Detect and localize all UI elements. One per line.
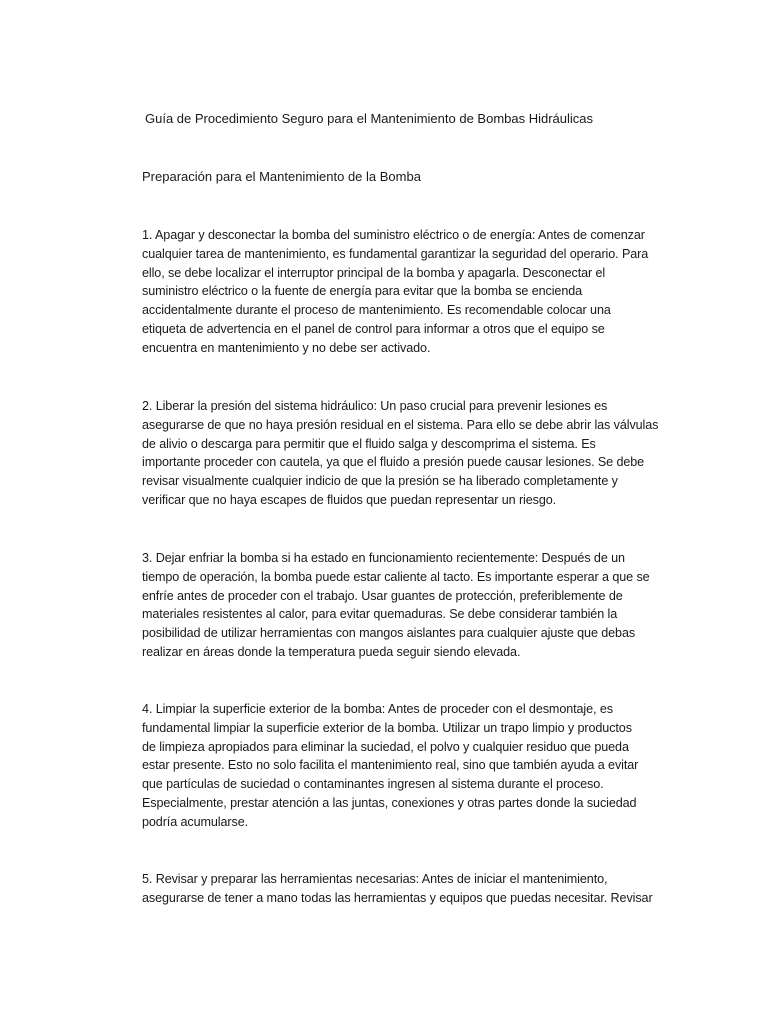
paragraph-line: de limpieza apropiados para eliminar la suciedad, el polvo y cualquier residuo que pueda (142, 739, 629, 754)
paragraph-line: 3. Dejar enfriar la bomba si ha estado en funcionamiento recientemente: Después de un (142, 551, 625, 565)
paragraph-line: enfríe antes de proceder con el trabajo. Usar guantes de protección, preferiblemente de (142, 588, 623, 603)
paragraph-line: etiqueta de advertencia en el panel de control para informar a otros que el equipo se (142, 321, 605, 336)
paragraph-line: cualquier tarea de mantenimiento, es fundamental garantizar la seguridad del operario. Para (142, 246, 649, 261)
paragraph-line: fundamental limpiar la superficie exterior de la bomba. Utilizar un trapo limpio y productos (142, 720, 632, 735)
paragraph-line: tiempo de operación, la bomba puede estar caliente al tacto. Es importante esperar a que se (142, 569, 650, 584)
paragraph-line: 1. Apagar y desconectar la bomba del suministro eléctrico o de energía: Antes de comenzar (142, 228, 645, 242)
paragraph-5 (142, 870, 653, 908)
paragraph-line: asegurarse de tener a mano todas las herramientas y equipos que puedas necesitar. Revisar (142, 890, 653, 905)
paragraph-line: 2. Liberar la presión del sistema hidráulico: Un paso crucial para prevenir lesiones es (142, 399, 608, 413)
paragraph-line: Especialmente, prestar atención a las juntas, conexiones y otras partes donde la suciedad (142, 795, 637, 810)
paragraph-line: estar presente. Esto no solo facilita el mantenimiento real, sino que también ayuda a evitar (142, 758, 639, 773)
paragraph-line: 5. Revisar y preparar las herramientas necesarias: Antes de iniciar el mantenimiento, (142, 872, 608, 886)
paragraph-line: posibilidad de utilizar herramientas con mangos aislantes para cualquier ajuste que debas (142, 626, 636, 641)
paragraph-line: encuentra en mantenimiento y no debe ser activado. (142, 340, 431, 355)
paragraph-line: materiales resistentes al calor, para evitar quemaduras. Se debe considerar también la (142, 607, 618, 622)
paragraph-line: que partículas de suciedad o contaminantes ingresen al sistema durante el proceso. (142, 777, 604, 792)
paragraph-line: realizar en áreas donde la temperatura pueda seguir siendo elevada. (142, 644, 521, 659)
paragraph-line: 4. Limpiar la superficie exterior de la bomba: Antes de proceder con el desmontaje, es (142, 702, 613, 716)
paragraph-line: ello, se debe localizar el interruptor principal de la bomba y apagarla. Desconectar el (142, 265, 606, 280)
paragraph-line: accidentalmente durante el proceso de mantenimiento. Es recomendable colocar una (142, 303, 611, 318)
paragraph-line: importante proceder con cautela, ya que el fluido a presión puede causar lesiones. Se debe (142, 455, 645, 470)
paragraph-line: asegurarse de que no haya presión residual en el sistema. Para ello se debe abrir las válvulas (142, 417, 659, 432)
paragraph-1 (142, 226, 649, 358)
paragraph-line: verificar que no haya escapes de fluidos que puedan representar un riesgo. (142, 492, 557, 507)
paragraph-2 (142, 397, 659, 510)
paragraph-line: de alivio o descarga para permitir que el fluido salga y descomprima el sistema. Es (142, 436, 596, 451)
paragraph-4 (142, 700, 642, 832)
paragraph-line: revisar visualmente cualquier indicio de que la presión se ha liberado completamente y (142, 474, 618, 489)
document-title: Guía de Procedimiento Seguro para el Mantenimiento de Bombas Hidráulicas (145, 111, 594, 126)
paragraph-3 (142, 549, 650, 662)
paragraph-line: suministro eléctrico o la fuente de energía para evitar que la bomba se encienda (142, 284, 583, 299)
paragraph-line: podría acumularse. (142, 814, 249, 829)
section-heading: Preparación para el Mantenimiento de la Bomba (142, 169, 421, 184)
